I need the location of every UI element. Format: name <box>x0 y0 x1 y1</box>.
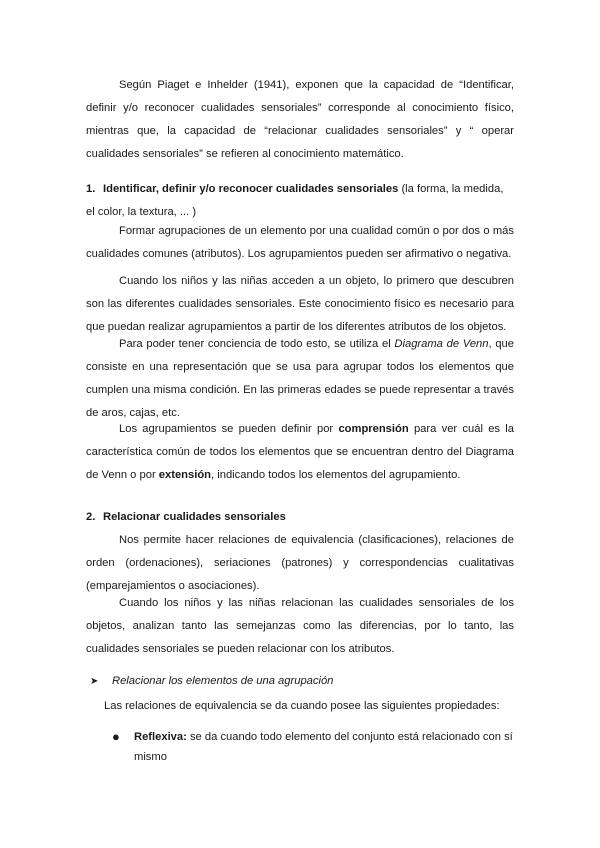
equivalence-intro-text: Las relaciones de equivalencia se da cuando posee las siguientes propiedades: <box>104 700 500 712</box>
intro-text: Según Piaget e Inhelder (1941), exponen que la capacidad de “Identificar, definir y/o reconocer cualidades sensoriales” corresponde al conocimiento físico, mientras que, la capacidad de “relacionar cualidades sensoriales” y “ operar cualidades sensoriales” se refieren al conocimiento matemático. <box>86 79 514 160</box>
section-2-p2-text: Cuando los niños y las niñas relacionan las cualidades sensoriales de los objetos, analizan tanto las semejanzas como las diferencias, por lo tanto, las cualidades sensoriales se pueden relacionar con los atributos. <box>86 597 514 655</box>
section-1-paragraph-2 <box>86 270 514 339</box>
bullet-dot-icon: ● <box>112 729 120 744</box>
arrow-list-item <box>90 672 333 691</box>
section-1-paragraph-3 <box>86 333 514 425</box>
section-2-number: 2. <box>86 511 96 523</box>
section-1-p4-text-b: para ver cuál es la característica común de todos los elementos que se encuentran dentro del Diagrama de Venn o por <box>86 423 514 481</box>
section-1-p3-text-a: Para poder tener conciencia de todo esto, se utiliza el <box>119 338 395 350</box>
section-1-heading <box>86 178 514 224</box>
section-1-p4-text-c: , indicando todos los elementos del agrupamiento. <box>211 469 461 481</box>
venn-diagram-term: Diagrama de Venn <box>394 338 489 350</box>
extension-term: extensión <box>158 469 212 481</box>
section-1-paragraph-1 <box>86 220 514 266</box>
section-1-title: Identificar, definir y/o reconocer cualidades sensoriales <box>103 183 399 195</box>
section-1-number: 1. <box>86 183 96 195</box>
section-1-p2-text: Cuando los niños y las niñas acceden a un objeto, lo primero que descubren son las diferentes cualidades sensoriales. Este conocimiento físico es necesario para que puedan realizar agrupamientos a partir de los diferentes atributos de los objetos. <box>86 275 514 333</box>
intro-paragraph <box>86 74 514 166</box>
reflexiva-term: Reflexiva: <box>134 731 187 743</box>
section-2-paragraph-2 <box>86 592 514 661</box>
comprension-term: comprensión <box>338 423 409 435</box>
section-2-p1-text: Nos permite hacer relaciones de equivalencia (clasificaciones), relaciones de orden (ordenaciones), seriaciones (patrones) y correspondencias cualitativas (emparejamientos o asociaciones). <box>86 534 514 592</box>
arrow-bullet-icon: ➤ <box>90 676 99 687</box>
section-2-heading <box>86 506 514 529</box>
section-1-p3-text-b: , que consiste en una representación que se usa para agrupar todos los elementos que cumplen una misma condición. En las primeras edades se puede representar a través de aros, cajas, etc. <box>86 338 514 419</box>
section-1-p4-text-a: Los agrupamientos se pueden definir por <box>119 423 339 435</box>
section-1-paragraph-4 <box>86 418 514 487</box>
bullet-list-item <box>112 727 514 767</box>
equivalence-intro-line <box>104 697 500 715</box>
section-1-p1-text: Formar agrupaciones de un elemento por una cualidad común o por dos o más cualidades comunes (atributos). Los agrupamientos pueden ser afirmativo o negativa. <box>86 225 514 260</box>
section-2-title: Relacionar cualidades sensoriales <box>103 511 286 523</box>
section-2-paragraph-1 <box>86 529 514 598</box>
section-1-title-rest: (la forma, la medida, el color, la textura, ... ) <box>86 183 504 218</box>
bullet-item-text: se da cuando todo elemento del conjunto está relacionado con sí mismo <box>134 731 513 763</box>
arrow-item-text: Relacionar los elementos de una agrupación <box>112 675 334 687</box>
